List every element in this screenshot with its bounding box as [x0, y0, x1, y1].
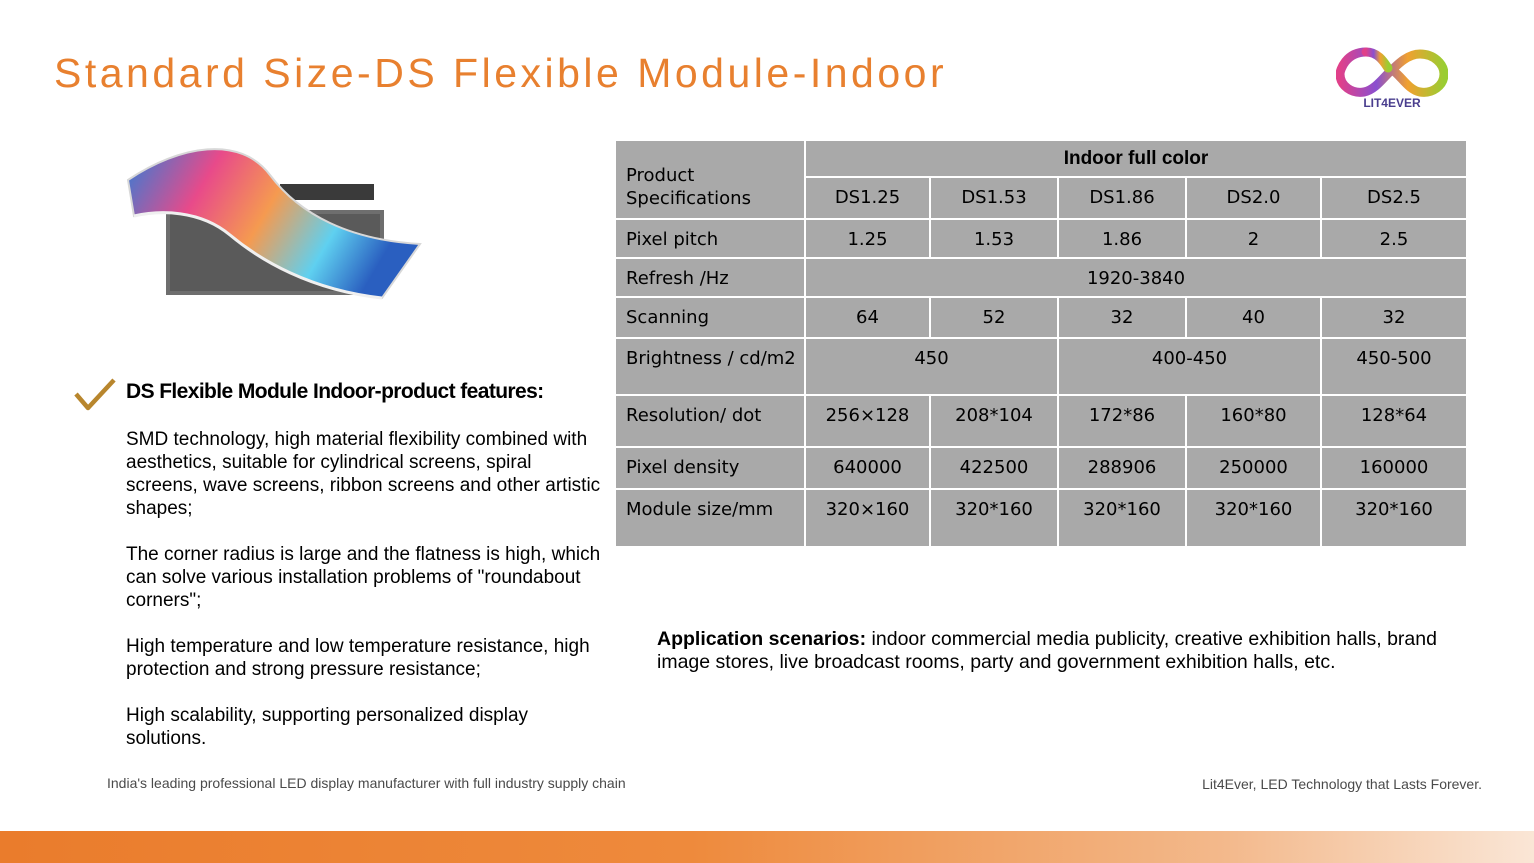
- footer-tagline-left: India's leading professional LED display manufacturer with full industry supply chain: [107, 775, 626, 791]
- row-label-pixel-density: Pixel density: [615, 447, 805, 489]
- table-cell: 320*160: [930, 489, 1058, 547]
- table-cell: 320×160: [805, 489, 930, 547]
- row-label-scanning: Scanning: [615, 297, 805, 338]
- table-cell: 40: [1186, 297, 1321, 338]
- table-cell: 640000: [805, 447, 930, 489]
- table-cell: 1920-3840: [805, 258, 1467, 297]
- features-list: [126, 428, 601, 773]
- table-cell: 1.53: [930, 219, 1058, 258]
- header-product-specifications: Product Specifications: [615, 140, 805, 219]
- footer-tagline-right: Lit4Ever, LED Technology that Lasts Forever.: [1202, 776, 1482, 792]
- bottom-accent-bar: [0, 831, 1534, 863]
- table-cell: 32: [1058, 297, 1186, 338]
- table-cell: 450: [805, 338, 1058, 395]
- table-cell: 32: [1321, 297, 1467, 338]
- table-cell: 1.86: [1058, 219, 1186, 258]
- model-header: DS2.5: [1321, 177, 1467, 219]
- checkmark-icon: [74, 376, 116, 414]
- row-label-module-size: Module size/mm: [615, 489, 805, 547]
- feature-paragraph: High temperature and low temperature resistance, high protection and strong pressure resistance;: [126, 636, 590, 680]
- table-cell: 2.5: [1321, 219, 1467, 258]
- row-label-brightness: Brightness / cd/m2: [615, 338, 805, 395]
- table-cell: 256×128: [805, 395, 930, 447]
- feature-paragraph: The corner radius is large and the flatness is high, which can solve various installation problems of "roundabout corners";: [126, 544, 601, 611]
- model-header: DS2.0: [1186, 177, 1321, 219]
- table-cell: 320*160: [1321, 489, 1467, 547]
- feature-paragraph: SMD technology, high material flexibility combined with aesthetics, suitable for cylindrical screens, spiral screens, wave screens, ribbon screens and other artistic shapes;: [126, 429, 601, 519]
- flexible-module-image: [120, 140, 430, 320]
- table-cell: 288906: [1058, 447, 1186, 489]
- table-cell: 208*104: [930, 395, 1058, 447]
- table-cell: 1.25: [805, 219, 930, 258]
- table-cell: 160*80: [1186, 395, 1321, 447]
- feature-paragraph: High scalability, supporting personalized display solutions.: [126, 705, 529, 749]
- spec-table: [614, 139, 1468, 548]
- table-cell: 172*86: [1058, 395, 1186, 447]
- table-cell: 320*160: [1058, 489, 1186, 547]
- table-cell: 64: [805, 297, 930, 338]
- application-label: Application scenarios:: [657, 628, 867, 650]
- header-indoor-full-color: Indoor full color: [805, 140, 1467, 177]
- table-cell: 2: [1186, 219, 1321, 258]
- table-cell: 320*160: [1186, 489, 1321, 547]
- row-label-pixel-pitch: Pixel pitch: [615, 219, 805, 258]
- application-scenarios: [657, 628, 1477, 674]
- table-cell: 422500: [930, 447, 1058, 489]
- page-title: Standard Size-DS Flexible Module-Indoor: [54, 50, 948, 96]
- features-title: DS Flexible Module Indoor-product features:: [126, 380, 544, 403]
- model-header: DS1.25: [805, 177, 930, 219]
- row-label-refresh: Refresh /Hz: [615, 258, 805, 297]
- table-cell: 160000: [1321, 447, 1467, 489]
- table-cell: 400-450: [1058, 338, 1321, 395]
- row-label-resolution: Resolution/ dot: [615, 395, 805, 447]
- model-header: DS1.53: [930, 177, 1058, 219]
- table-cell: 250000: [1186, 447, 1321, 489]
- logo-text: LIT4EVER: [1363, 96, 1421, 110]
- application-text: indoor commercial media publicity, creative exhibition halls, brand image stores, live broadcast rooms, party and government exhibition halls, etc.: [657, 628, 1437, 673]
- table-cell: 52: [930, 297, 1058, 338]
- model-header: DS1.86: [1058, 177, 1186, 219]
- table-cell: 450-500: [1321, 338, 1467, 395]
- table-cell: 128*64: [1321, 395, 1467, 447]
